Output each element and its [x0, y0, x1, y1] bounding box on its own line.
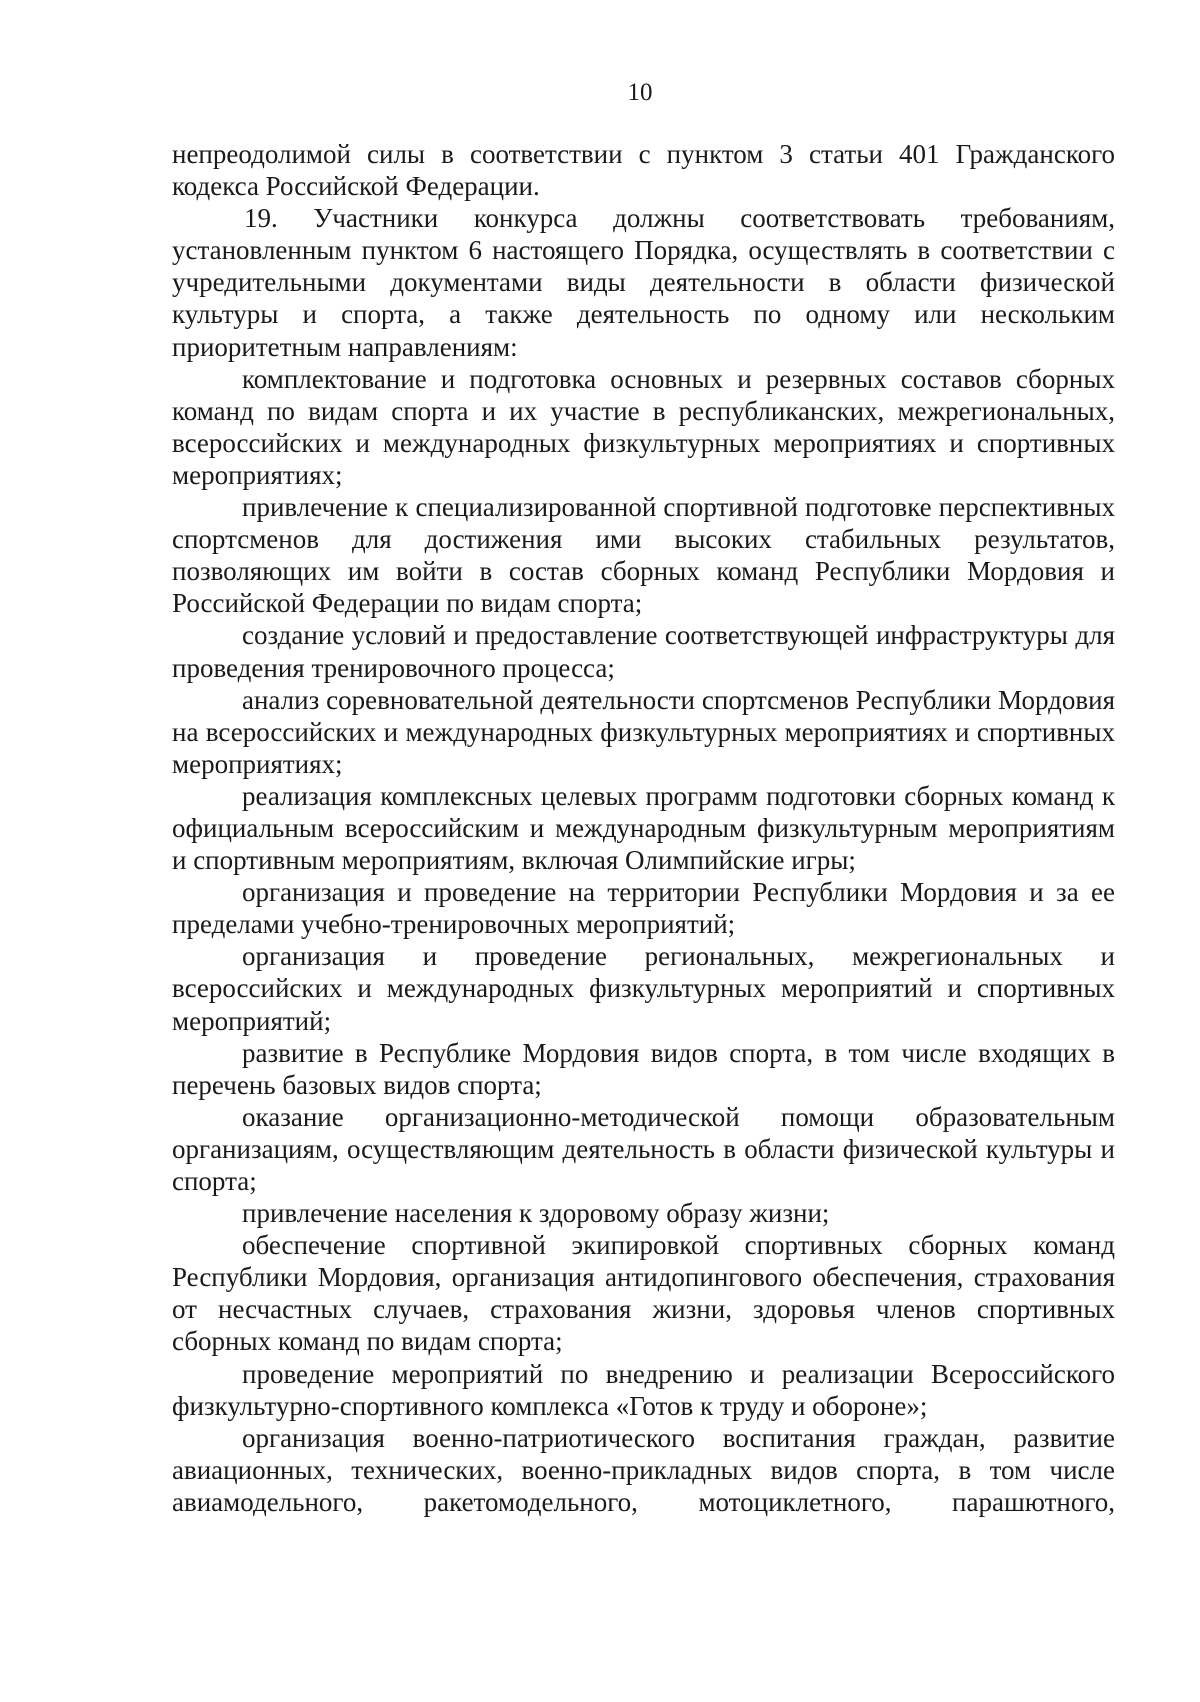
- list-item-training-events: организация и проведение на территории Республики Мордовия и за ее пределами учебно-тренировочных мероприятий;: [172, 877, 1115, 940]
- list-item-gto-complex: проведение мероприятий по внедрению и реализации Всероссийского физкультурно-спортивного комплекса «Готов к труду и обороне»;: [172, 1358, 1115, 1421]
- document-body: [172, 138, 1115, 1518]
- page-number: 10: [627, 79, 653, 106]
- list-item-military-patriotic: организация военно-патриотического воспитания граждан, развитие авиационных, технических, военно-прикладных видов спорта, в том числе авиамодельного, ракетомодельного, мотоциклетного, парашютного,: [172, 1422, 1115, 1517]
- paragraph-item-19: 19. Участники конкурса должны соответствовать требованиям, установленным пунктом 6 настоящего Порядка, осуществлять в соответствии с учредительными документами виды деятельности в области физической культуры и спорта, а также деятельность по одному или нескольким приоритетным направлениям:: [172, 203, 1115, 362]
- list-item-equipment-insurance: обеспечение спортивной экипировкой спортивных сборных команд Республики Мордовия, организация антидопингового обеспечения, страхования от несчастных случаев, страхования жизни, здоровья членов спортивных сборных команд по видам спорта;: [172, 1230, 1115, 1357]
- paragraph-force-majeure-end: непреодолимой силы в соответствии с пунктом 3 статьи 401 Гражданского кодекса Российской Федерации.: [172, 139, 1115, 202]
- list-item-sports-development: развитие в Республике Мордовия видов спорта, в том числе входящих в перечень базовых видов спорта;: [172, 1037, 1115, 1100]
- list-item-target-programs: реализация комплексных целевых программ подготовки сборных команд к официальным всероссийским и международным физкультурным мероприятиям и спортивным мероприятиям, включая Олимпийские игры;: [172, 780, 1115, 876]
- list-item-athlete-attraction: привлечение к специализированной спортивной подготовке перспективных спортсменов для достижения ими высоких стабильных результатов, позволяющих им войти в состав сборных команд Республики Мордовия и Российской Федерации по видам спорта;: [172, 492, 1115, 619]
- list-item-infrastructure: создание условий и предоставление соответствующей инфраструктуры для проведения тренировочного процесса;: [172, 620, 1115, 683]
- list-item-competition-analysis: анализ соревновательной деятельности спортсменов Республики Мордовия на всероссийских и международных физкультурных мероприятиях и спортивных мероприятиях;: [172, 684, 1115, 779]
- list-item-healthy-lifestyle: привлечение населения к здоровому образу жизни;: [242, 1198, 830, 1229]
- list-item-event-organization: организация и проведение региональных, межрегиональных и всероссийских и международных физкультурных мероприятий и спортивных мероприятий;: [172, 941, 1115, 1036]
- list-item-methodical-help: оказание организационно-методической помощи образовательным организациям, осуществляющим деятельность в области физической культуры и спорта;: [172, 1101, 1115, 1196]
- list-item-team-preparation: комплектование и подготовка основных и резервных составов сборных команд по видам спорта и их участие в республиканских, межрегиональных, всероссийских и международных физкультурных мероприятиях и спортивных мероприятиях;: [172, 363, 1115, 490]
